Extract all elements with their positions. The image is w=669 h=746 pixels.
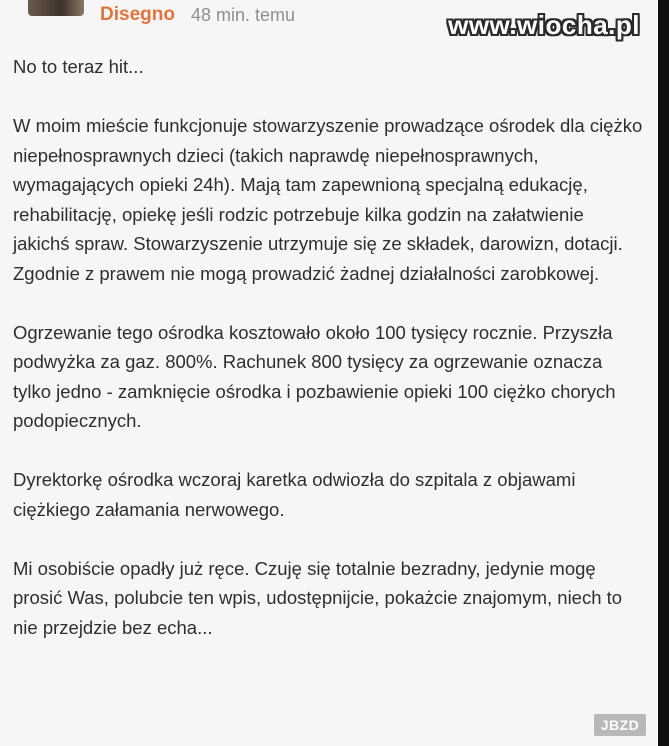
- site-watermark: www.wiocha.pl: [448, 10, 640, 40]
- post-time: 48 min. temu: [191, 5, 296, 25]
- post-paragraph: W moim mieście funkcjonuje stowarzyszenie prowadzące ośrodek dla ciężko niepełnosprawnych dzieci (takich naprawdę niepełnosprawnych, wymagających opieki 24h). Mają tam zapewnioną specjalną edukację, rehabilitację, opiekę jeśli rodzic potrzebuje kilka godzin na załatwienie jakichś spraw. Stowarzyszenie utrzymuje się ze składek, darowizn, dotacji. Zgodnie z prawem nie mogą prowadzić żadnej działalności zarobkowej.: [13, 115, 643, 284]
- author-name[interactable]: Disegno: [100, 4, 175, 25]
- post-body: [13, 52, 643, 642]
- post-paragraph: No to teraz hit...: [13, 56, 144, 77]
- post-header: [0, 0, 658, 40]
- post-paragraph: Dyrektorkę ośrodka wczoraj karetka odwiozła do szpitala z objawami ciężkiego załamania nerwowego.: [13, 469, 576, 520]
- post-paragraph: Ogrzewanie tego ośrodka kosztowało około 100 tysięcy rocznie. Przyszła podwyżka za gaz. 800%. Rachunek 800 tysięcy za ogrzewanie oznacza tylko jedno - zamknięcie ośrodka i pozbawienie opieki 100 ciężko chorych podopiecznych.: [13, 321, 616, 431]
- avatar[interactable]: [28, 0, 84, 16]
- post-paragraph: Mi osobiście opadły już ręce. Czuję się totalnie bezradny, jedynie mogę prosić Was, polubcie ten wpis, udostępnijcie, pokażcie znajomym, niech to nie przejdzie bez echa...: [13, 557, 623, 638]
- edge-strip: [658, 0, 669, 746]
- corner-watermark: JBZD: [594, 714, 646, 736]
